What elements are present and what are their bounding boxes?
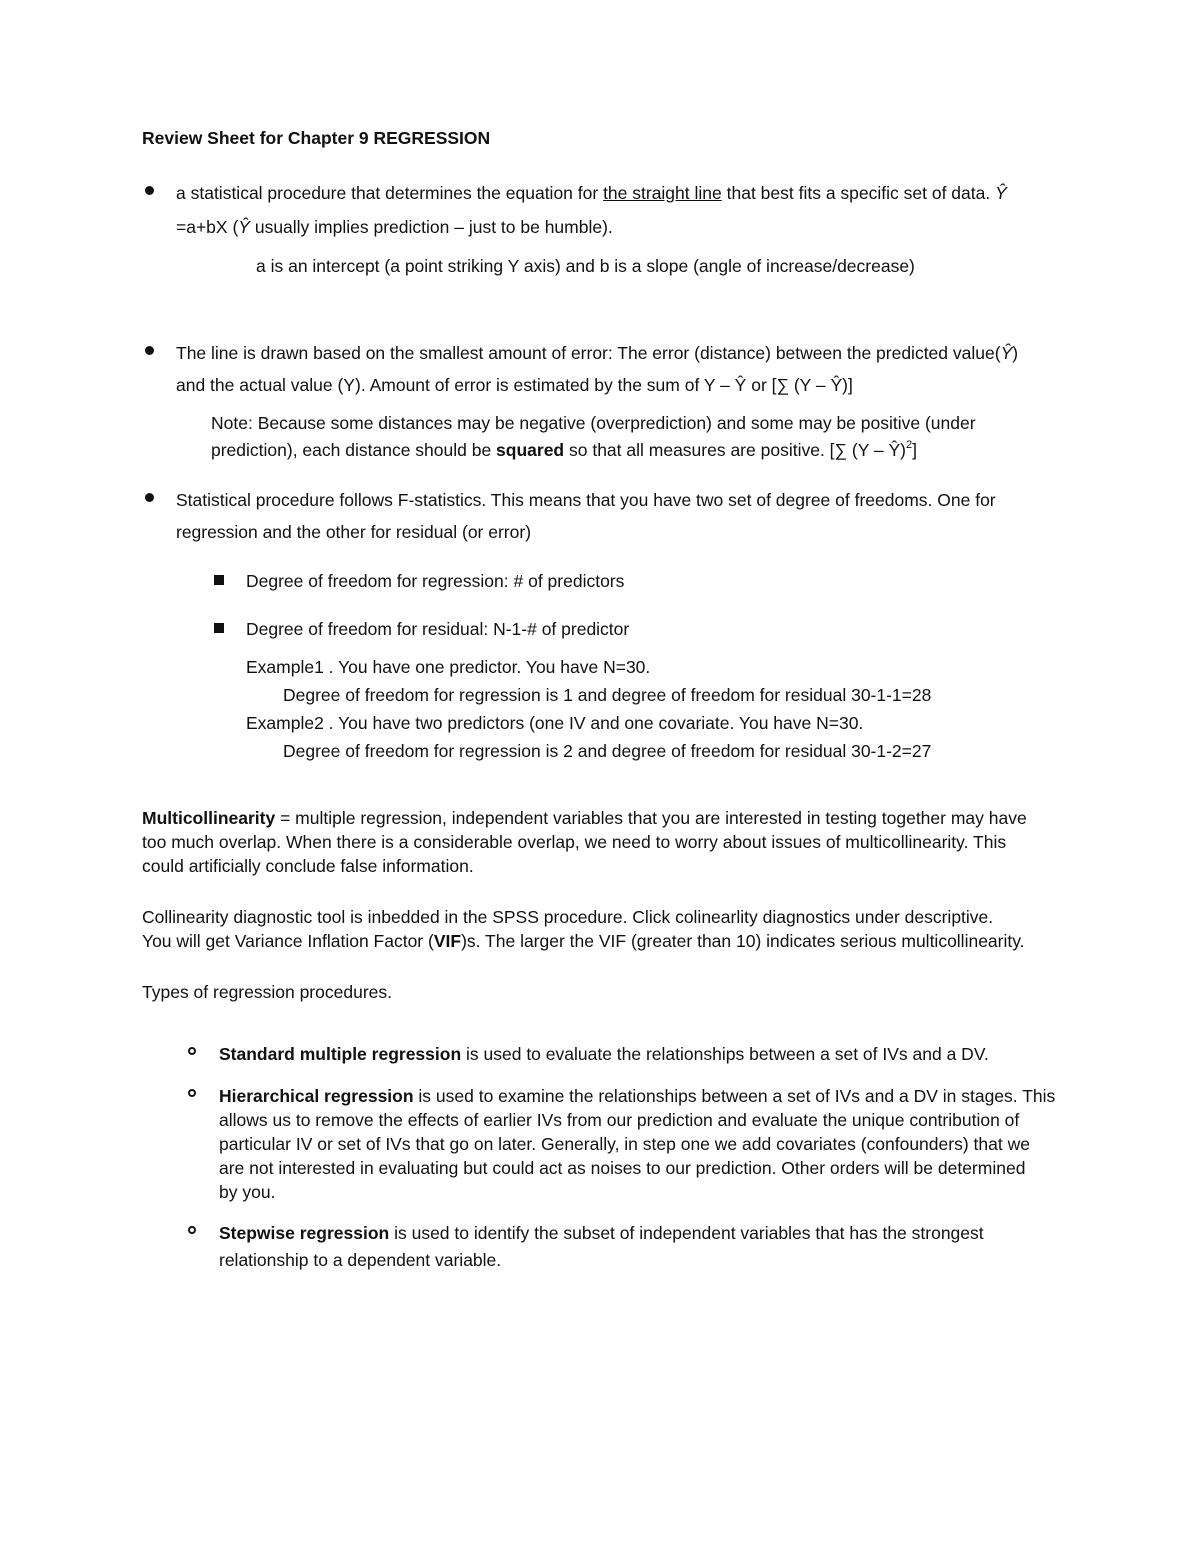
types-heading: Types of regression procedures.: [142, 982, 392, 1002]
bullet1-line2: [176, 215, 613, 239]
yhat-symbol: Ŷ: [995, 183, 1007, 203]
sub-bullet-residual: Degree of freedom for residual: N-1-# of predictor: [246, 619, 630, 639]
circle-bullet: [188, 1226, 196, 1234]
page-title: Review Sheet for Chapter 9 REGRESSION: [142, 128, 491, 148]
type-stepwise-line2: relationship to a dependent variable.: [219, 1250, 502, 1270]
stepwise-text: is used to identify the subset of independent variables that has the strongest: [389, 1223, 984, 1243]
standard-term: Standard multiple regression: [219, 1044, 462, 1064]
note-text-a: prediction), each distance should be: [211, 440, 497, 460]
bullet3-line2: regression and the other for residual (or error): [176, 522, 532, 542]
bullet3-line1: Statistical procedure follows F-statistics. This means that you have two set of degree of freedoms. One for: [176, 490, 996, 510]
b1-text-b: that best fits a specific set of data.: [721, 183, 996, 203]
b1-line2-b: usually implies prediction – just to be humble).: [249, 217, 613, 237]
colin-text-c: )s. The larger the VIF (greater than 10) indicates serious multicollinearity.: [461, 931, 1025, 951]
b1-line2-a: =a+bX (: [176, 217, 239, 237]
note-line2: [211, 438, 917, 462]
multicollinearity-line1: [142, 806, 1027, 830]
type-hierarchical-line3: particular IV or set of IVs that go on later. Generally, in step one we add covariates (confounders) that we: [219, 1134, 1030, 1154]
example1-detail: Degree of freedom for regression is 1 and degree of freedom for residual 30-1-1=28: [283, 685, 932, 705]
bullet2-line2: and the actual value (Y). Amount of error is estimated by the sum of Y – Ŷ or [∑ (Y – Ŷ)]: [176, 375, 853, 395]
bullet1-line1: [176, 181, 1007, 205]
b1-underlined: the straight line: [603, 183, 722, 203]
hierarchical-term: Hierarchical regression: [219, 1086, 414, 1106]
b1-text-a: a statistical procedure that determines the equation for: [176, 183, 604, 203]
square-bullet: [214, 575, 224, 585]
yhat-symbol: Ŷ: [238, 217, 250, 237]
note-line1: Note: Because some distances may be negative (overprediction) and some may be positive (under: [211, 413, 976, 433]
bullet1-line3: a is an intercept (a point striking Y axis) and b is a slope (angle of increase/decrease): [256, 256, 915, 276]
note-superscript: 2: [906, 439, 913, 451]
note-text-d: ]: [912, 440, 918, 460]
type-hierarchical-line2: allows us to remove the effects of earlier IVs from our prediction and evaluate the unique contribution of: [219, 1110, 1020, 1130]
type-hierarchical-line1: [219, 1084, 1055, 1108]
hierarchical-text: is used to examine the relationships between a set of IVs and a DV in stages. This: [413, 1086, 1056, 1106]
type-standard: [219, 1042, 989, 1066]
bullet-dot: [145, 493, 154, 502]
multi-text: = multiple regression, independent variables that you are interested in testing together may have: [275, 808, 1027, 828]
example2-detail: Degree of freedom for regression is 2 and degree of freedom for residual 30-1-2=27: [283, 741, 932, 761]
type-stepwise-line1: [219, 1221, 984, 1245]
collinearity-line1: Collinearity diagnostic tool is inbedded in the SPSS procedure. Click colinearlity diagnostics under descriptive.: [142, 907, 994, 927]
circle-bullet: [188, 1089, 196, 1097]
yhat-symbol: Ŷ: [1000, 343, 1013, 363]
standard-text: is used to evaluate the relationships between a set of IVs and a DV.: [461, 1044, 989, 1064]
circle-bullet: [188, 1047, 196, 1055]
vif-bold: VIF: [433, 931, 462, 951]
multicollinearity-line3: could artificially conclude false information.: [142, 856, 474, 876]
example1: Example1 . You have one predictor. You have N=30.: [246, 657, 651, 677]
example2: Example2 . You have two predictors (one IV and one covariate. You have N=30.: [246, 713, 864, 733]
note-bold-squared: squared: [496, 440, 565, 460]
type-hierarchical-line4: are not interested in evaluating but could act as noises to our prediction. Other orders will be determined: [219, 1158, 1026, 1178]
b2-line1-a: The line is drawn based on the smallest amount of error: The error (distance) between the predicted value(: [176, 343, 1001, 363]
type-hierarchical-line5: by you.: [219, 1182, 276, 1202]
square-bullet: [214, 623, 224, 633]
bullet2-line1: [176, 341, 1018, 365]
multicollinearity-term: Multicollinearity: [142, 808, 276, 828]
bullet-dot: [145, 346, 154, 355]
stepwise-term: Stepwise regression: [219, 1223, 390, 1243]
sub-bullet-regression: Degree of freedom for regression: # of predictors: [246, 571, 625, 591]
colin-text-a: You will get Variance Inflation Factor (: [142, 931, 434, 951]
collinearity-line2: [142, 929, 1025, 953]
b2-line1-b: ): [1012, 343, 1019, 363]
note-text-c: so that all measures are positive. [∑ (Y – Ŷ): [564, 440, 907, 460]
bullet-dot: [145, 186, 154, 195]
multicollinearity-line2: too much overlap. When there is a considerable overlap, we need to worry about issues of multicollinearity. This: [142, 832, 1007, 852]
